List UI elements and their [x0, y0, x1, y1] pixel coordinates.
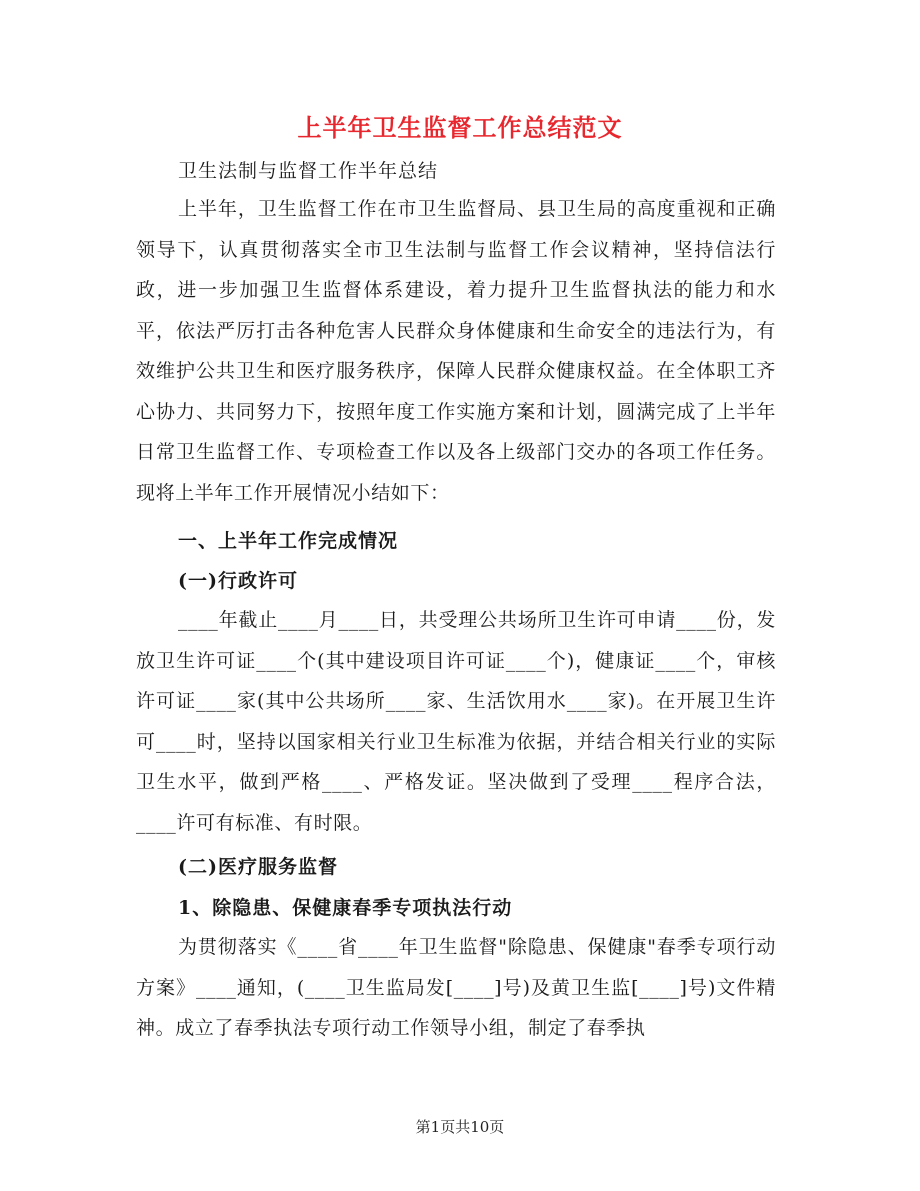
subsection-heading-medical-supervision: (二)医疗服务监督 [178, 856, 338, 878]
subsection-heading-admin-license: (一)行政许可 [178, 570, 298, 592]
intro-paragraph: 上半年，卫生监督工作在市卫生监督局、县卫生局的高度重视和正确领导下，认真贯彻落实全市卫生法制与监督工作会议精神，坚持信法行政，进一步加强卫生监督体系建设，着力提升卫生监督执法的能力和水平，依法严厉打击各种危害人民群众身体健康和生命安全的违法行为，有效维护公共卫生和医疗服务秩序，保障人民群众健康权益。在全体职工齐心协力、共同努力下，按照年度工作实施方案和计划，圆满完成了上半年日常卫生监督工作、专项检查工作以及各上级部门交办的各项工作任务。现将上半年工作开展情况小结如下： [136, 198, 776, 504]
item-heading-spring-action: 1、除隐患、保健康春季专项执法行动 [178, 897, 513, 919]
page-indicator: 第1页共10页 [415, 1118, 505, 1136]
spring-action-paragraph: 为贯彻落实《____省____年卫生监督"除隐患、保健康"春季专项行动方案》____通知，(____卫生监局发[____]号)及黄卫生监[____]号)文件精神。成立了春季执法专项行动工作领导小组，制定了春季执 [136, 936, 776, 1039]
document-title: 上半年卫生监督工作总结范文 [297, 113, 623, 142]
document-subtitle: 卫生法制与监督工作半年总结 [178, 160, 439, 182]
section-heading: 一、上半年工作完成情况 [178, 530, 399, 552]
admin-license-paragraph: ____年截止____月____日，共受理公共场所卫生许可申请____份，发放卫生许可证____个(其中建设项目许可证____个)，健康证____个，审核许可证____家(其中公共场所____家、生活饮用水____家)。在开展卫生许可____时，坚持以国家相关行业卫生标准为依据，并结合相关行业的实际卫生水平，做到严格____、严格发证。坚决做到了受理____程序合法，____许可有标准、有时限。 [136, 609, 776, 834]
